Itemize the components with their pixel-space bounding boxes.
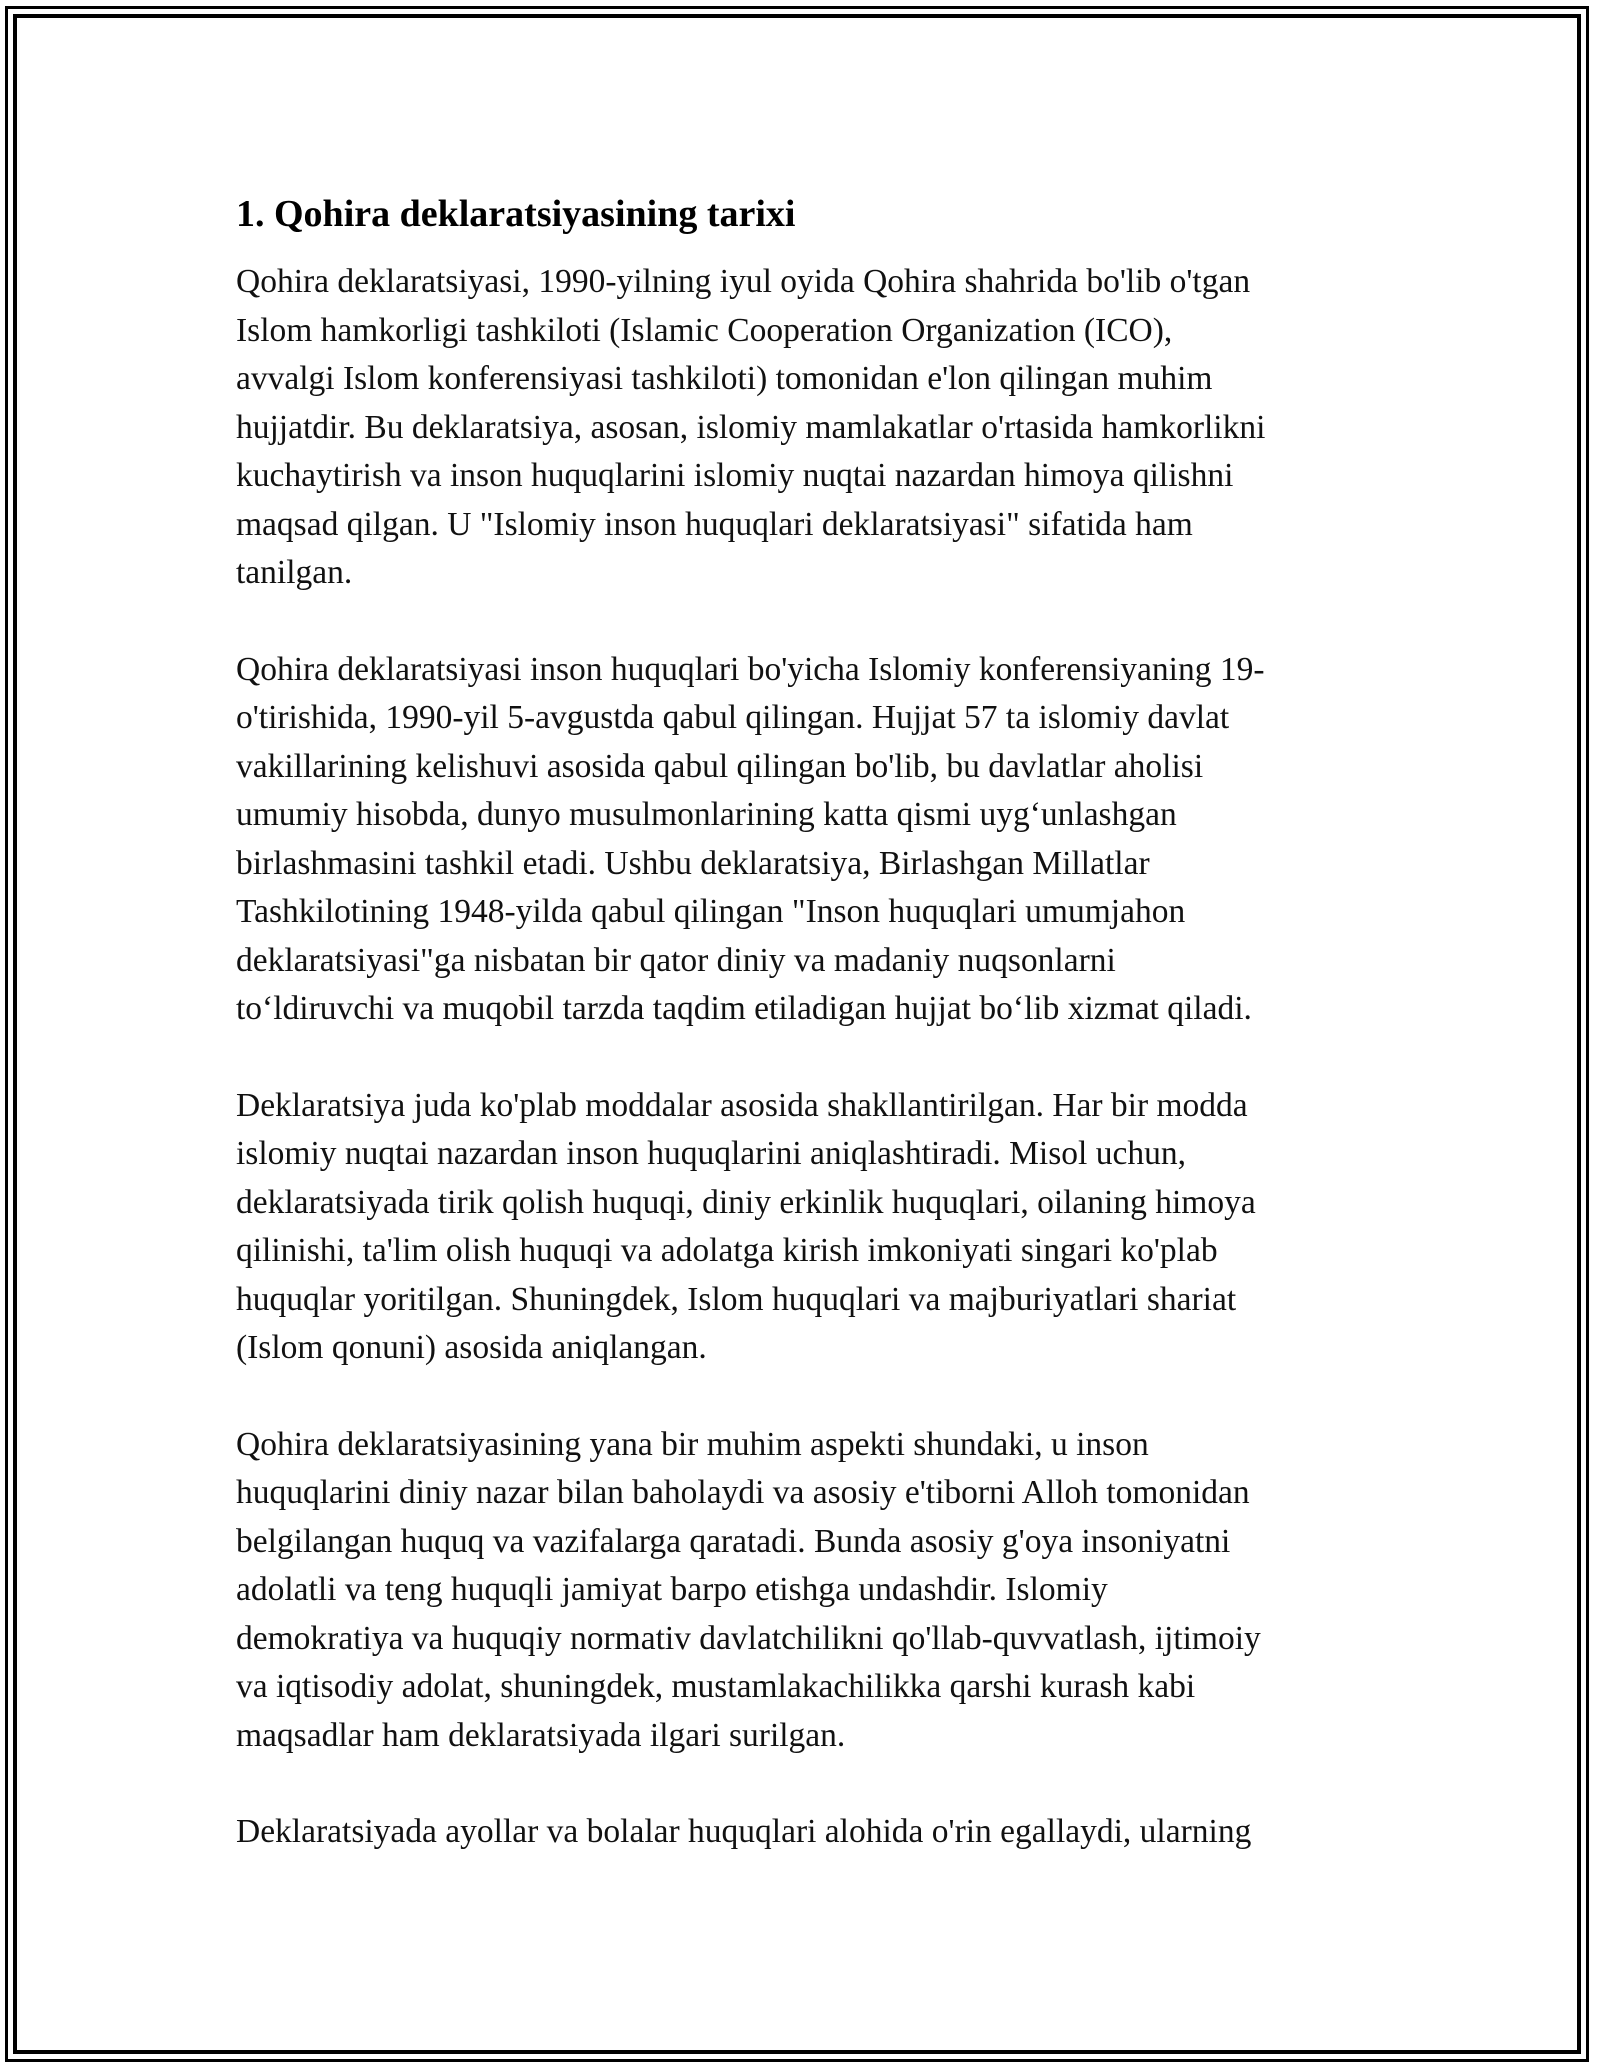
text-line: belgilangan huquq va vazifalarga qaratadi. Bunda asosiy g'oya insoniyatni xyxy=(236,1522,1231,1560)
text-line: vakillarining kelishuvi asosida qabul qilingan bo'lib, bu davlatlar aholisi xyxy=(236,747,1204,785)
text-line: islomiy nuqtai nazardan inson huquqlarini aniqlashtiradi. Misol uchun, xyxy=(236,1135,1186,1172)
text-line: birlashmasini tashkil etadi. Ushbu deklaratsiya, Birlashgan Millatlar xyxy=(236,844,1150,882)
text-line: deklaratsiyada tirik qolish huquqi, diniy erkinlik huquqlari, oilaning himoya xyxy=(236,1183,1256,1221)
text-line: Deklaratsiya juda ko'plab moddalar asosida shakllantirilgan. Har bir modda xyxy=(236,1086,1248,1124)
text-line: o'tirishida, 1990-yil 5-avgustda qabul qilingan. Hujjat 57 ta islomiy davlat xyxy=(236,699,1230,736)
text-line: deklaratsiyasi"ga nisbatan bir qator diniy va madaniy nuqsonlarni xyxy=(236,941,1116,979)
paragraph xyxy=(236,646,1371,1034)
paragraph xyxy=(236,1082,1371,1373)
paragraph xyxy=(236,258,1371,598)
text-line: maqsadlar ham deklaratsiyada ilgari surilgan. xyxy=(236,1716,846,1754)
text-line: to‘ldiruvchi va muqobil tarzda taqdim etiladigan hujjat bo‘lib xizmat qiladi. xyxy=(236,990,1252,1027)
text-line: Islom hamkorligi tashkiloti (Islamic Cooperation Organization (ICO), xyxy=(236,311,1173,349)
text-line: kuchaytirish va inson huquqlarini islomiy nuqtai nazardan himoya qilishni xyxy=(236,457,1234,494)
text-line: va iqtisodiy adolat, shuningdek, mustamlakachilikka qarshi kurash kabi xyxy=(236,1668,1196,1705)
text-line: maqsad qilgan. U "Islomiy inson huquqlari deklaratsiyasi" sifatida ham xyxy=(236,505,1193,543)
text-line: huquqlar yoritilgan. Shuningdek, Islom huquqlari va majburiyatlari shariat xyxy=(236,1280,1237,1318)
document-body xyxy=(236,186,1371,1905)
text-line: qilinishi, ta'lim olish huquqi va adolatga kirish imkoniyati singari ko'plab xyxy=(236,1232,1218,1269)
section-heading: 1. Qohira deklaratsiyasining tarixi xyxy=(236,193,796,235)
text-line: avvalgi Islom konferensiyasi tashkiloti) tomonidan e'lon qilingan muhim xyxy=(236,360,1213,397)
text-line: adolatli va teng huquqli jamiyat barpo etishga undashdir. Islomiy xyxy=(236,1571,1108,1608)
text-line: tanilgan. xyxy=(236,554,353,591)
text-line: huquqlarini diniy nazar bilan baholaydi va asosiy e'tiborni Alloh tomonidan xyxy=(236,1474,1250,1511)
text-line: Qohira deklaratsiyasining yana bir muhim aspekti shundaki, u inson xyxy=(236,1425,1149,1463)
paragraph xyxy=(236,1421,1371,1761)
text-line: (Islom qonuni) asosida aniqlangan. xyxy=(236,1329,707,1366)
text-line: Qohira deklaratsiyasi inson huquqlari bo'yicha Islomiy konferensiyaning 19- xyxy=(236,650,1265,688)
text-line: Deklaratsiyada ayollar va bolalar huquqlari alohida o'rin egallaydi, ularning xyxy=(236,1813,1252,1850)
paragraph xyxy=(236,1808,1371,1857)
text-line: demokratiya va huquqiy normativ davlatchilikni qo'llab-quvvatlash, ijtimoiy xyxy=(236,1619,1261,1657)
text-line: Tashkilotining 1948-yilda qabul qilingan "Inson huquqlari umumjahon xyxy=(236,893,1186,930)
text-line: hujjatdir. Bu deklaratsiya, asosan, islomiy mamlakatlar o'rtasida hamkorlikni xyxy=(236,408,1266,446)
text-line: umumiy hisobda, dunyo musulmonlarining katta qismi uyg‘unlashgan xyxy=(236,796,1177,833)
text-line: Qohira deklaratsiyasi, 1990-yilning iyul oyida Qohira shahrida bo'lib o'tgan xyxy=(236,263,1251,300)
